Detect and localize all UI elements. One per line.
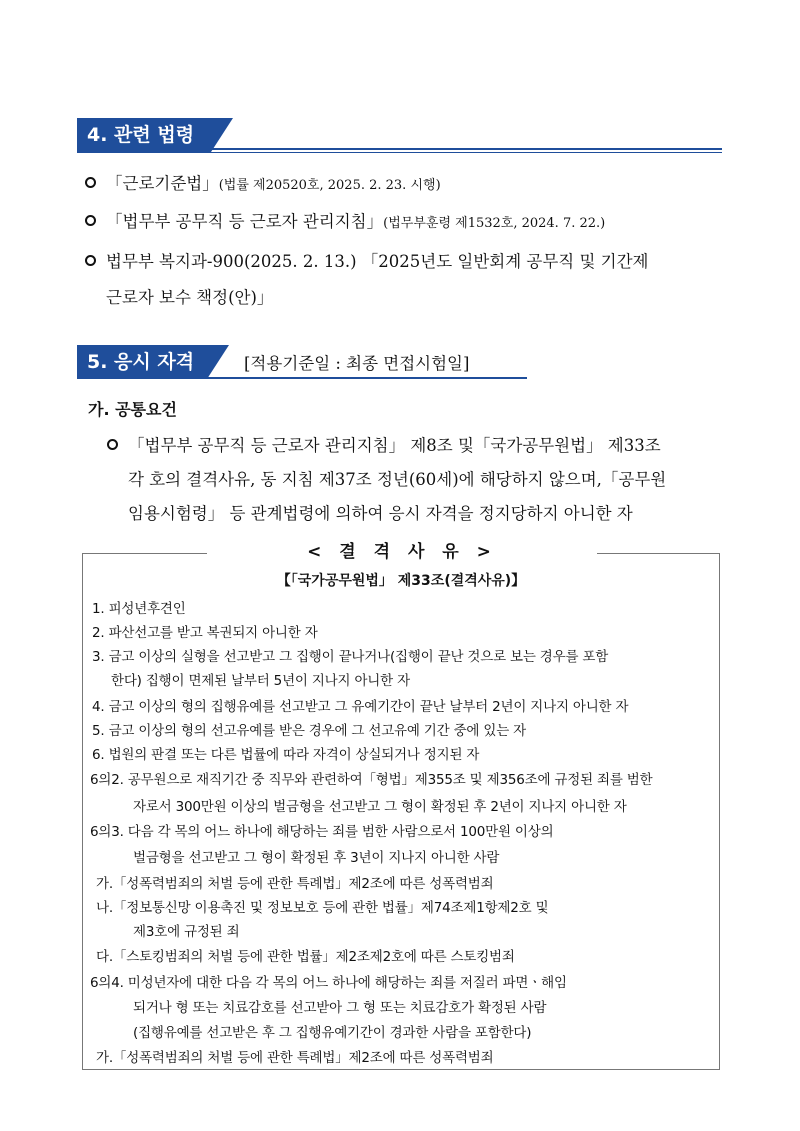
- common-line-3: 임용시험령」 등 관계법령에 의하여 응시 자격을 정지당하지 아니한 자: [128, 504, 633, 523]
- law-item-1-main: 「근로기준법」: [106, 174, 219, 193]
- law-item-3: [85, 248, 648, 272]
- box-line-10: 6의3. 다음 각 목의 어느 하나에 해당하는 죄를 범한 사람으로서 100만원 이상의: [90, 824, 554, 840]
- box-line-14: 제3호에 규정된 죄: [133, 924, 240, 940]
- box-line-15: 다.「스토킹범죄의 처벌 등에 관한 법률」제2조제2호에 따른 스토킹범죄: [96, 949, 515, 965]
- circle-bullet-icon: [85, 215, 96, 226]
- section-5-title: 5. 응시 자격: [77, 345, 207, 379]
- law-item-3-line2: 근로자 보수 책정(안)」: [106, 288, 274, 307]
- common-line-2: 각 호의 결격사유, 동 지침 제37조 정년(60세)에 해당하지 않으며,「공무원: [128, 470, 667, 489]
- law-item-1-note: (법률 제20520호, 2025. 2. 23. 시행): [218, 178, 441, 193]
- law-item-2-main: 「법무부 공무직 등 근로자 관리지침」: [106, 212, 384, 231]
- section-5-criteria: [적용기준일 : 최종 면접시험일]: [244, 354, 470, 373]
- box-line-16: 6의4. 미성년자에 대한 다음 각 목의 어느 하나에 해당하는 죄를 저질러 파면ㆍ해임: [90, 975, 567, 991]
- law-item-3-line1: 법무부 복지과-900(2025. 2. 13.) 「2025년도 일반회계 공무직 및 기간제: [106, 252, 649, 271]
- box-line-13: 나.「정보통신망 이용촉진 및 정보보호 등에 관한 법률」제74조제1항제2호 및: [96, 900, 549, 916]
- box-line-1: 1. 피성년후견인: [92, 601, 186, 617]
- section-4-rule-thin: [77, 152, 722, 153]
- box-line-19: 가.「성폭력범죄의 처벌 등에 관한 특례법」제2조에 따른 성폭력범죄: [96, 1050, 494, 1066]
- box-line-7: 6. 법원의 판결 또는 다른 법률에 따라 자격이 상실되거나 정지된 자: [92, 747, 480, 763]
- box-line-8: 6의2. 공무원으로 재직기간 중 직무와 관련하여「형법」제355조 및 제356조에 규정된 죄를 범한: [90, 772, 653, 788]
- section-5-rule: [77, 377, 527, 379]
- circle-bullet-icon: [85, 255, 96, 266]
- law-item-2: [85, 208, 605, 232]
- box-line-3: 3. 금고 이상의 실형을 선고받고 그 집행이 끝나거나(집행이 끝난 것으로 보는 경우를 포함: [92, 649, 609, 665]
- law-item-2-note: (법무부훈령 제1532호, 2024. 7. 22.): [383, 216, 606, 231]
- common-line-1-text: 「법무부 공무직 등 근로자 관리지침」 제8조 및「국가공무원법」 제33조: [128, 436, 661, 455]
- box-line-11: 벌금형을 선고받고 그 형이 확정된 후 3년이 지나지 아니한 사람: [133, 850, 500, 866]
- box-line-4: 한다) 집행이 면제된 날부터 5년이 지나지 아니한 자: [111, 673, 410, 689]
- box-line-12: 가.「성폭력범죄의 처벌 등에 관한 특례법」제2조에 따른 성폭력범죄: [96, 876, 494, 892]
- circle-bullet-icon: [107, 439, 118, 450]
- box-line-18: (집행유예를 선고받은 후 그 집행유예기간이 경과한 사람을 포함한다): [133, 1025, 532, 1041]
- common-requirements-title: 가. 공통요건: [88, 400, 177, 419]
- box-line-6: 5. 금고 이상의 형의 선고유예를 받은 경우에 그 선고유예 기간 중에 있는 자: [92, 723, 526, 739]
- box-line-2: 2. 파산선고를 받고 복권되지 아니한 자: [92, 625, 318, 641]
- disqualification-box-subtitle: 【「국가공무원법」 제33조(결격사유)】: [276, 573, 526, 589]
- common-line-1: [107, 432, 661, 456]
- section-4-title: 4. 관련 법령: [77, 118, 211, 152]
- box-line-17: 되거나 형 또는 치료감호를 선고받아 그 형 또는 치료감호가 확정된 사람: [133, 1000, 547, 1016]
- box-line-9: 자로서 300만원 이상의 벌금형을 선고받고 그 형이 확정된 후 2년이 지나지 아니한 자: [133, 799, 627, 815]
- disqualification-box-title: < 결 격 사 유 >: [207, 538, 597, 566]
- circle-bullet-icon: [85, 177, 96, 188]
- law-item-1: [85, 170, 441, 194]
- section-4-rule: [77, 148, 722, 150]
- box-line-5: 4. 금고 이상의 형의 집행유예를 선고받고 그 유예기간이 끝난 날부터 2년이 지나지 아니한 자: [92, 699, 629, 715]
